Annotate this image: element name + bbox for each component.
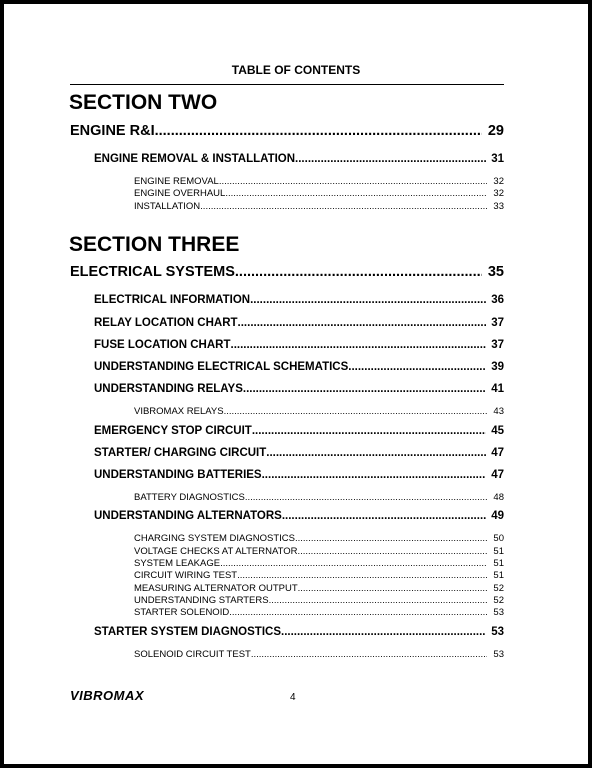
leader-dots: [225, 188, 487, 199]
entry-label: UNDERSTANDING STARTERS: [134, 595, 269, 606]
leader-dots: [200, 201, 487, 212]
entry-label: VOLTAGE CHECKS AT ALTERNATOR: [134, 546, 298, 557]
toc-entry[interactable]: [70, 264, 504, 280]
leader-dots: [298, 583, 488, 594]
toc-entry[interactable]: [134, 558, 504, 569]
section-title: SECTION THREE: [69, 233, 240, 256]
toc-entry[interactable]: [94, 447, 504, 459]
toc-entry[interactable]: [134, 176, 504, 187]
leader-dots: [295, 153, 486, 165]
toc-entry[interactable]: [134, 201, 504, 212]
toc-entry[interactable]: [70, 123, 504, 139]
entry-page: 51: [493, 558, 504, 569]
entry-label: FUSE LOCATION CHART: [94, 339, 231, 351]
leader-dots: [243, 383, 486, 395]
entry-page: 35: [487, 264, 504, 280]
leader-dots: [155, 123, 482, 139]
leader-dots: [269, 595, 488, 606]
page-number: 4: [290, 692, 296, 703]
leader-dots: [219, 176, 488, 187]
entry-page: 53: [493, 649, 504, 660]
entry-page: 33: [493, 201, 504, 212]
toc-entry[interactable]: [134, 649, 504, 660]
leader-dots: [251, 649, 488, 660]
entry-page: 48: [493, 492, 504, 503]
leader-dots: [237, 570, 487, 581]
leader-dots: [250, 294, 486, 306]
entry-label: UNDERSTANDING ELECTRICAL SCHEMATICS: [94, 361, 349, 373]
leader-dots: [282, 510, 486, 522]
entry-label: SOLENOID CIRCUIT TEST: [134, 649, 251, 660]
entry-label: BATTERY DIAGNOSTICS: [134, 492, 245, 503]
entry-page: 51: [493, 570, 504, 581]
entry-page: 36: [491, 294, 504, 306]
leader-dots: [224, 406, 488, 417]
entry-label: UNDERSTANDING BATTERIES: [94, 469, 262, 481]
entry-page: 32: [493, 176, 504, 187]
toc-entry[interactable]: [94, 339, 504, 351]
leader-dots: [245, 492, 488, 503]
leader-dots: [262, 469, 487, 481]
entry-page: 49: [491, 510, 504, 522]
section-title: SECTION TWO: [69, 91, 218, 114]
entry-label: ELECTRICAL SYSTEMS: [70, 264, 235, 280]
toc-entry[interactable]: [134, 583, 504, 594]
entry-label: UNDERSTANDING ALTERNATORS: [94, 510, 282, 522]
leader-dots: [220, 558, 487, 569]
entry-page: 47: [491, 469, 504, 481]
toc-entry[interactable]: [134, 607, 504, 618]
entry-label: STARTER SYSTEM DIAGNOSTICS: [94, 626, 281, 638]
entry-label: STARTER/ CHARGING CIRCUIT: [94, 447, 267, 459]
toc-entry[interactable]: [94, 510, 504, 522]
toc-entry[interactable]: [134, 188, 504, 199]
entry-page: 39: [491, 361, 504, 373]
heading-rule: [70, 84, 504, 85]
toc-entry[interactable]: [94, 383, 504, 395]
entry-label: SYSTEM LEAKAGE: [134, 558, 221, 569]
entry-page: 41: [491, 383, 504, 395]
entry-label: RELAY LOCATION CHART: [94, 317, 238, 329]
toc-entry[interactable]: [94, 626, 504, 638]
entry-label: CIRCUIT WIRING TEST: [134, 570, 238, 581]
toc-entry[interactable]: [134, 533, 504, 544]
leader-dots: [235, 264, 482, 280]
leader-dots: [297, 546, 487, 557]
toc-entry[interactable]: [94, 425, 504, 437]
toc-entry[interactable]: [94, 153, 504, 165]
entry-label: ENGINE OVERHAUL: [134, 188, 226, 199]
leader-dots: [348, 361, 486, 373]
leader-dots: [295, 533, 487, 544]
entry-label: VIBROMAX RELAYS: [134, 406, 224, 417]
entry-page: 50: [493, 533, 504, 544]
toc-heading: TABLE OF CONTENTS: [231, 63, 361, 77]
entry-page: 37: [491, 317, 504, 329]
document-page: [4, 4, 588, 764]
entry-page: 45: [491, 425, 504, 437]
toc-entry[interactable]: [134, 570, 504, 581]
leader-dots: [231, 339, 487, 351]
leader-dots: [266, 447, 486, 459]
toc-entry[interactable]: [134, 546, 504, 557]
vibromax-logo: VIBROMAX: [70, 688, 145, 703]
entry-page: 32: [493, 188, 504, 199]
entry-label: CHARGING SYSTEM DIAGNOSTICS: [134, 533, 295, 544]
toc-entry[interactable]: [94, 317, 504, 329]
entry-label: ENGINE REMOVAL & INSTALLATION: [94, 153, 296, 165]
entry-page: 53: [491, 626, 504, 638]
entry-label: EMERGENCY STOP CIRCUIT: [94, 425, 252, 437]
entry-page: 47: [491, 447, 504, 459]
entry-page: 52: [493, 595, 504, 606]
leader-dots: [281, 626, 486, 638]
entry-page: 51: [493, 546, 504, 557]
leader-dots: [252, 425, 486, 437]
entry-label: ELECTRICAL INFORMATION: [94, 294, 251, 306]
entry-page: 29: [487, 123, 504, 139]
toc-entry[interactable]: [134, 595, 504, 606]
entry-page: 43: [493, 406, 504, 417]
toc-entry[interactable]: [94, 361, 504, 373]
toc-entry[interactable]: [94, 294, 504, 306]
entry-page: 37: [491, 339, 504, 351]
entry-label: ENGINE R&I: [70, 123, 155, 139]
entry-page: 31: [491, 153, 504, 165]
entry-label: INSTALLATION: [134, 201, 201, 212]
entry-label: STARTER SOLENOID: [134, 607, 230, 618]
entry-label: ENGINE REMOVAL: [134, 176, 219, 187]
toc-entry[interactable]: [94, 469, 504, 481]
leader-dots: [229, 607, 487, 618]
entry-page: 53: [493, 607, 504, 618]
toc-entry[interactable]: [134, 492, 504, 503]
entry-label: MEASURING ALTERNATOR OUTPUT: [134, 583, 298, 594]
toc-entry[interactable]: [134, 406, 504, 417]
entry-label: UNDERSTANDING RELAYS: [94, 383, 243, 395]
leader-dots: [238, 317, 487, 329]
entry-page: 52: [493, 583, 504, 594]
